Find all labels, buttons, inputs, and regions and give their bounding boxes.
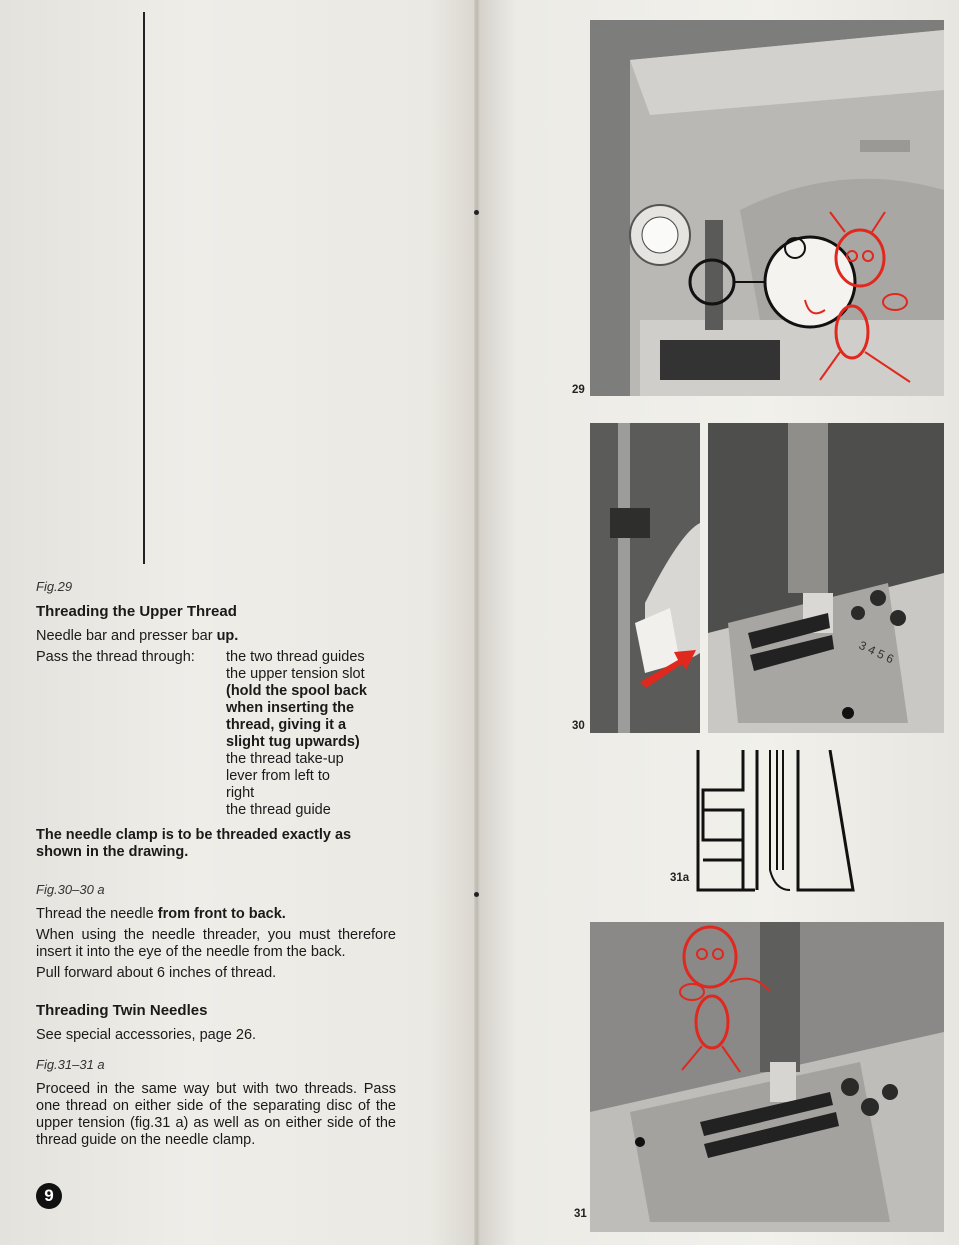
pass-thread-list bbox=[36, 649, 396, 819]
pass-item: when inserting the bbox=[226, 700, 355, 716]
needle-bar-up: up. bbox=[216, 628, 239, 644]
thread-needle-text: Thread the needle bbox=[36, 906, 154, 922]
fig30-caption: Fig.30–30 a bbox=[36, 882, 105, 897]
pass-label: Pass the thread through: bbox=[36, 649, 195, 665]
fig30-photo-right bbox=[708, 423, 944, 733]
dial-numbers: 3 4 5 6 bbox=[856, 638, 896, 667]
pass-item: right bbox=[226, 785, 255, 801]
fig29-photo bbox=[590, 20, 944, 396]
fig31-caption: Fig.31–31 a bbox=[36, 1057, 105, 1072]
fig31-photo bbox=[590, 922, 944, 1232]
proceed-text: Proceed in the same way but with two threads. Pass one thread on either side of the separating disc of the upper tension (fig.31 a) as well as on either side of the thread guide on the needle clamp. bbox=[36, 1081, 396, 1148]
pass-item: the thread take-up bbox=[226, 751, 344, 767]
thread-needle-bold: from front to back. bbox=[157, 906, 286, 922]
twin-needle-illustration bbox=[590, 922, 944, 1232]
twin-text: See special accessories, page 26. bbox=[36, 1027, 257, 1043]
pass-item: slight tug upwards) bbox=[226, 734, 360, 750]
fig29-label: 29 bbox=[572, 384, 585, 396]
book-spine bbox=[474, 0, 480, 1245]
fig31a-label: 31a bbox=[670, 872, 690, 884]
threader-text: When using the needle threader, you must therefore insert it into the eye of the needle from the back. bbox=[36, 927, 396, 960]
pass-item: the two thread guides bbox=[226, 649, 365, 665]
pull-text: Pull forward about 6 inches of thread. bbox=[36, 965, 277, 981]
red-arrow-icon bbox=[640, 640, 700, 690]
margin-rule bbox=[143, 12, 145, 564]
binding-mark bbox=[474, 892, 479, 897]
pass-item: lever from left to bbox=[226, 768, 330, 784]
pass-item: (hold the spool back bbox=[226, 683, 367, 699]
fig30-label: 30 bbox=[572, 720, 585, 732]
needle-bar-text: Needle bar and presser bar bbox=[36, 628, 213, 644]
binding-mark bbox=[474, 210, 479, 215]
pass-items bbox=[226, 649, 396, 819]
fig31a-tension-drawing bbox=[695, 750, 860, 895]
heading-upper-thread: Threading the Upper Thread bbox=[36, 603, 237, 620]
pass-item: thread, giving it a bbox=[226, 717, 347, 733]
fig29-caption: Fig.29 bbox=[36, 579, 73, 594]
needle-bar-line bbox=[36, 628, 396, 645]
pass-item: the upper tension slot bbox=[226, 666, 365, 682]
sewing-machine-head-illustration bbox=[590, 20, 944, 396]
pass-item: the thread guide bbox=[226, 802, 331, 818]
page-number-badge: 9 bbox=[36, 1183, 62, 1209]
heading-twin-needles: Threading Twin Needles bbox=[36, 1002, 208, 1019]
presser-foot-illustration bbox=[708, 423, 944, 733]
thread-needle-line bbox=[36, 906, 396, 923]
instruction-text bbox=[36, 578, 396, 1153]
fig31-label: 31 bbox=[574, 1208, 587, 1220]
clamp-note: The needle clamp is to be threaded exactly as shown in the drawing. bbox=[36, 827, 352, 860]
